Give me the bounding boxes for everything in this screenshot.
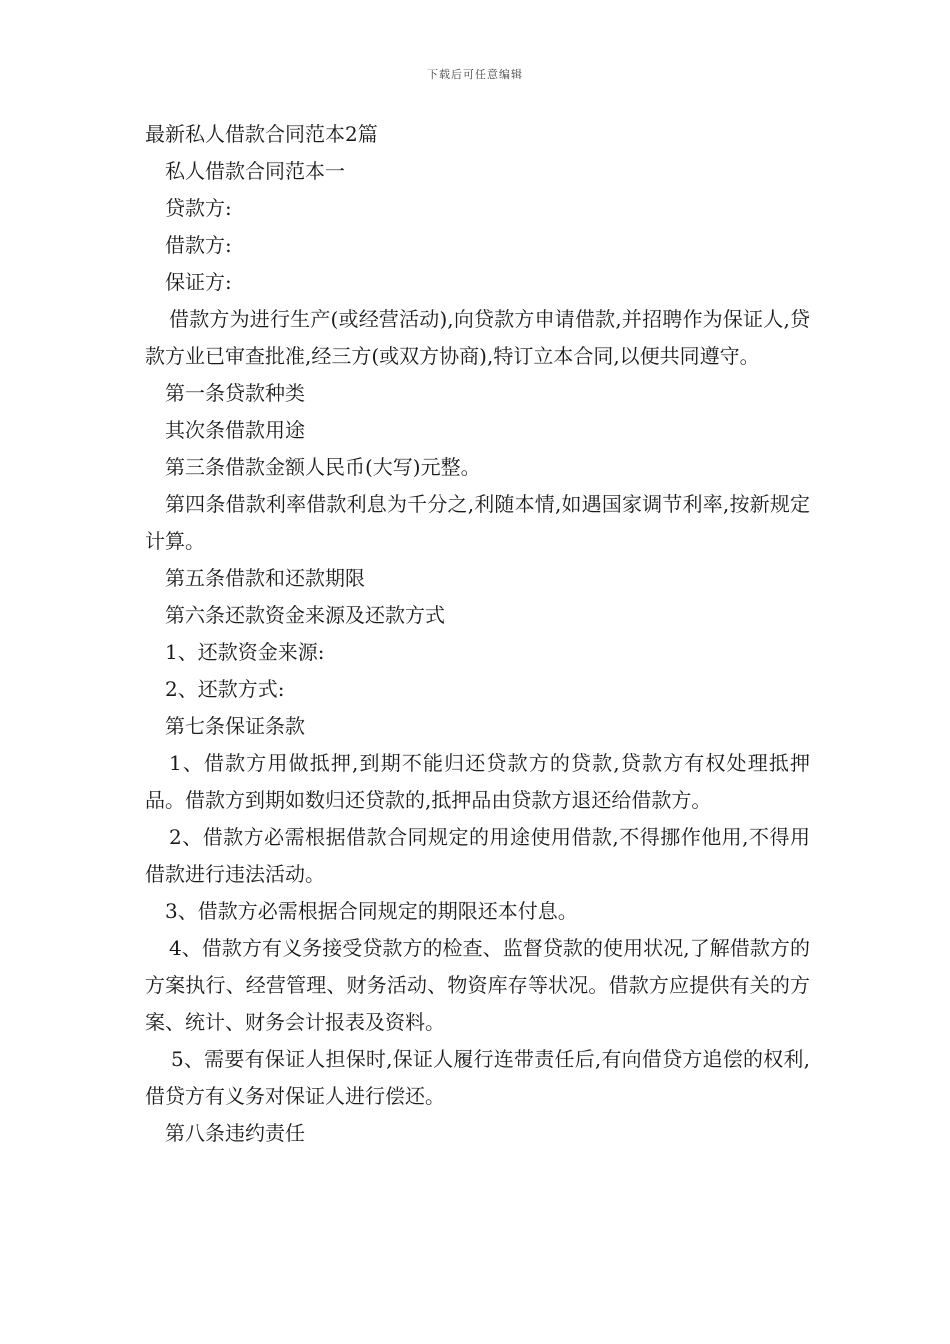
party-borrower: 借款方: — [165, 233, 232, 257]
article-7-item-3: 3、借款方必需根据合同规定的期限还本付息。 — [165, 899, 578, 923]
article-6: 第六条还款资金来源及还款方式 — [165, 603, 445, 627]
article-3: 第三条借款金额人民币(大写)元整。 — [165, 455, 481, 479]
article-4: 第四条借款利率借款利息为千分之,利随本情,如遇国家调节利率,按新规定计算。 — [145, 492, 810, 553]
article-5: 第五条借款和还款期限 — [165, 566, 365, 590]
section-heading: 私人借款合同范本一 — [165, 159, 345, 183]
article-8: 第八条违约责任 — [165, 1121, 305, 1145]
article-7-item-5: 5、需要有保证人担保时,保证人履行连带责任后,有向借贷方追偿的权利,借贷方有义务对保证人进行偿还。 — [145, 1047, 810, 1108]
party-guarantor: 保证方: — [165, 270, 232, 294]
article-6-item-2: 2、还款方式: — [165, 677, 285, 701]
header-note: 下载后可任意编辑 — [427, 68, 523, 81]
article-2: 其次条借款用途 — [165, 418, 305, 442]
party-lender: 贷款方: — [165, 196, 232, 220]
article-6-item-1: 1、还款资金来源: — [165, 640, 325, 664]
article-7: 第七条保证条款 — [165, 714, 305, 738]
article-7-item-4: 4、借款方有义务接受贷款方的检查、监督贷款的使用状况,了解借款方的方案执行、经营管理、财务活动、物资库存等状况。借款方应提供有关的方案、统计、财务会计报表及资料。 — [145, 936, 810, 1034]
article-1: 第一条贷款种类 — [165, 381, 305, 405]
document-body — [145, 116, 810, 1152]
article-7-item-1: 1、借款方用做抵押,到期不能归还贷款方的贷款,贷款方有权处理抵押品。借款方到期如数归还贷款的,抵押品由贷款方退还给借款方。 — [145, 751, 810, 812]
preamble-paragraph: 借款方为进行生产(或经营活动),向贷款方申请借款,并招聘作为保证人,贷款方业已审查批准,经三方(或双方协商),特订立本合同,以便共同遵守。 — [145, 307, 810, 368]
article-7-item-2: 2、借款方必需根据借款合同规定的用途使用借款,不得挪作他用,不得用借款进行违法活动。 — [145, 825, 810, 886]
document-title: 最新私人借款合同范本2篇 — [145, 122, 378, 146]
